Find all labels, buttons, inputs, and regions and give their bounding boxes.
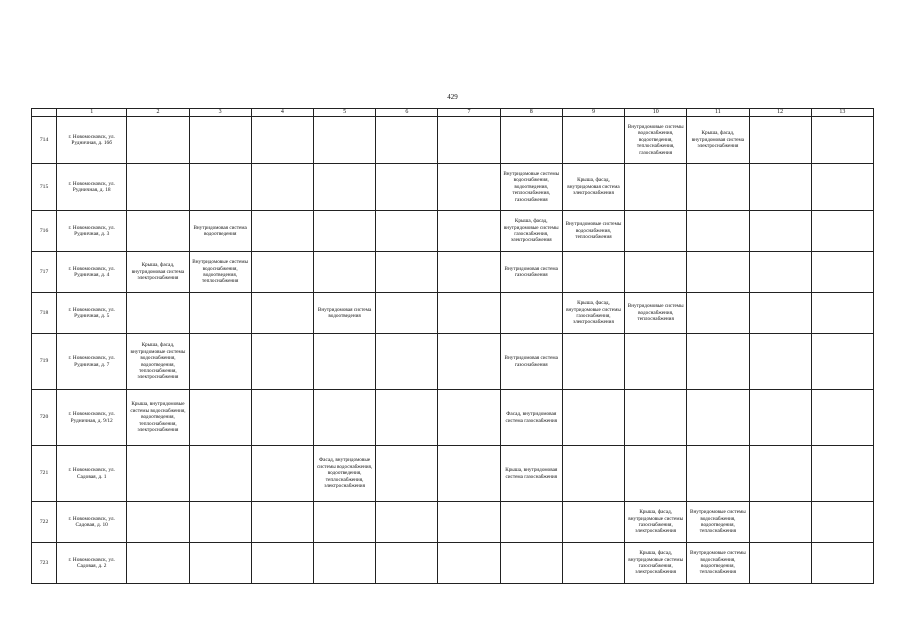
work-cell xyxy=(251,334,313,390)
work-cell xyxy=(127,164,189,211)
work-cell xyxy=(438,252,500,293)
work-cell xyxy=(189,334,251,390)
work-cell xyxy=(811,502,873,543)
page-number: 429 xyxy=(447,93,458,101)
header-cell: 5 xyxy=(313,109,375,117)
table-row xyxy=(32,334,874,390)
header-cell: 4 xyxy=(251,109,313,117)
header-cell: 9 xyxy=(562,109,624,117)
row-number: 720 xyxy=(32,390,57,446)
work-cell xyxy=(127,543,189,584)
row-number: 718 xyxy=(32,293,57,334)
work-cell xyxy=(687,446,749,502)
work-cell xyxy=(313,164,375,211)
work-cell xyxy=(313,390,375,446)
work-cell xyxy=(313,252,375,293)
row-number: 714 xyxy=(32,117,57,164)
work-cell xyxy=(313,211,375,252)
work-cell xyxy=(562,543,624,584)
work-cell xyxy=(749,502,811,543)
work-cell xyxy=(687,334,749,390)
work-cell xyxy=(562,252,624,293)
work-cell xyxy=(749,117,811,164)
work-cell xyxy=(438,446,500,502)
work-cell xyxy=(749,334,811,390)
work-cell xyxy=(127,211,189,252)
work-cell xyxy=(251,502,313,543)
work-cell: Внутридомовая система водоотведения xyxy=(189,211,251,252)
work-cell: Крыша, фасад, внутридомовые системы газоснабжения, электроснабжения xyxy=(562,293,624,334)
work-cell xyxy=(376,543,438,584)
work-cell xyxy=(438,502,500,543)
row-number: 715 xyxy=(32,164,57,211)
work-cell xyxy=(749,293,811,334)
work-cell: Внутридомовые системы водоснабжения, водоотведения, теплоснабжения xyxy=(189,252,251,293)
work-cell: Крыша, фасад, внутридомовая система электроснабжения xyxy=(562,164,624,211)
work-cell xyxy=(687,293,749,334)
work-cell xyxy=(438,293,500,334)
work-cell xyxy=(562,446,624,502)
work-cell xyxy=(376,252,438,293)
work-cell xyxy=(811,293,873,334)
work-cell xyxy=(625,252,687,293)
header-cell: 7 xyxy=(438,109,500,117)
table-row xyxy=(32,446,874,502)
work-cell: Крыша, фасад, внутридомовая система электроснабжения xyxy=(127,252,189,293)
work-cell xyxy=(749,390,811,446)
work-cell xyxy=(189,543,251,584)
work-cell: Внутридомовые системы водоснабжения, водоотведения, теплоснабжения xyxy=(687,543,749,584)
work-cell xyxy=(749,252,811,293)
work-cell xyxy=(438,543,500,584)
work-cell xyxy=(562,390,624,446)
work-cell: Фасад, внутридомовая система газоснабжения xyxy=(500,390,562,446)
work-cell xyxy=(811,543,873,584)
work-cell xyxy=(625,446,687,502)
work-cell xyxy=(500,293,562,334)
work-cell xyxy=(625,211,687,252)
row-number: 723 xyxy=(32,543,57,584)
work-cell: Внутридомовая система водоотведения xyxy=(313,293,375,334)
address-cell: г. Новомосковск, ул. Рудничная, д. 18 xyxy=(57,164,127,211)
work-cell: Внутридомовые системы водоснабжения, водоотведения, теплоснабжения, газоснабжения xyxy=(625,117,687,164)
address-cell: г. Новомосковск, ул. Садовая, д. 2 xyxy=(57,543,127,584)
work-cell xyxy=(189,446,251,502)
address-cell: г. Новомосковск, ул. Рудничная, д. 4 xyxy=(57,252,127,293)
work-cell xyxy=(251,211,313,252)
table-row xyxy=(32,252,874,293)
work-cell xyxy=(313,502,375,543)
work-cell xyxy=(251,446,313,502)
work-cell xyxy=(127,446,189,502)
work-cell xyxy=(376,211,438,252)
row-number: 717 xyxy=(32,252,57,293)
work-cell xyxy=(749,543,811,584)
work-cell xyxy=(438,334,500,390)
address-cell: г. Новомосковск, ул. Рудничная, д. 16б xyxy=(57,117,127,164)
work-cell xyxy=(376,390,438,446)
work-cell xyxy=(251,164,313,211)
work-cell xyxy=(376,334,438,390)
table-row xyxy=(32,502,874,543)
work-cell: Внутридомовая система газоснабжения xyxy=(500,334,562,390)
work-cell xyxy=(811,446,873,502)
work-cell: Внутридомовые системы водоснабжения, водоотведения, теплоснабжения xyxy=(687,502,749,543)
work-cell: Крыша, внутридомовые системы водоснабжения, водоотведения, теплоснабжения, электроснабжения xyxy=(127,390,189,446)
work-cell: Крыша, фасад, внутридомовые системы газоснабжения, электроснабжения xyxy=(625,502,687,543)
work-cell xyxy=(562,502,624,543)
work-cell xyxy=(127,117,189,164)
work-cell: Крыша, внутридомовая система газоснабжения xyxy=(500,446,562,502)
row-number: 722 xyxy=(32,502,57,543)
header-cell: 3 xyxy=(189,109,251,117)
address-cell: г. Новомосковск, ул. Рудничная, д. 7 xyxy=(57,334,127,390)
work-cell xyxy=(687,164,749,211)
work-cell xyxy=(313,334,375,390)
header-cell: 8 xyxy=(500,109,562,117)
address-cell: г. Новомосковск, ул. Садовая, д. 1 xyxy=(57,446,127,502)
table-header xyxy=(32,109,874,117)
header-cell: 1 xyxy=(57,109,127,117)
work-cell xyxy=(189,293,251,334)
work-cell xyxy=(127,293,189,334)
work-cell xyxy=(438,164,500,211)
work-cell xyxy=(500,543,562,584)
work-cell: Внутридомовые системы водоснабжения, теплоснабжения xyxy=(562,211,624,252)
table-row xyxy=(32,211,874,252)
work-cell xyxy=(625,164,687,211)
row-number: 716 xyxy=(32,211,57,252)
table-row xyxy=(32,293,874,334)
work-cell xyxy=(251,252,313,293)
work-cell xyxy=(749,446,811,502)
work-cell: Крыша, фасад, внутридомовые системы газоснабжения, электроснабжения xyxy=(625,543,687,584)
work-cell xyxy=(811,252,873,293)
address-cell: г. Новомосковск, ул. Рудничная, д. 5 xyxy=(57,293,127,334)
work-cell: Крыша, фасад, внутридомовые системы газоснабжения, электроснабжения xyxy=(500,211,562,252)
table-row xyxy=(32,117,874,164)
work-cell xyxy=(687,390,749,446)
work-cell xyxy=(562,117,624,164)
header-cell: 12 xyxy=(749,109,811,117)
work-cell xyxy=(811,390,873,446)
work-cell xyxy=(811,164,873,211)
header-cell: 6 xyxy=(376,109,438,117)
work-cell xyxy=(562,334,624,390)
work-cell: Внутридомовая система газоснабжения xyxy=(500,252,562,293)
work-cell xyxy=(376,502,438,543)
work-cell xyxy=(811,211,873,252)
row-number: 719 xyxy=(32,334,57,390)
work-cell xyxy=(687,252,749,293)
work-cell xyxy=(811,117,873,164)
work-cell xyxy=(376,446,438,502)
work-cell xyxy=(749,164,811,211)
work-cell xyxy=(313,543,375,584)
work-cell xyxy=(438,211,500,252)
work-cell xyxy=(251,117,313,164)
work-cell xyxy=(127,502,189,543)
work-cell xyxy=(251,390,313,446)
header-cell: 2 xyxy=(127,109,189,117)
work-cell: Крыша, фасад, внутридомовая система электроснабжения xyxy=(687,117,749,164)
work-cell xyxy=(438,390,500,446)
header-cell: 11 xyxy=(687,109,749,117)
address-cell: г. Новомосковск, ул. Садовая, д. 10 xyxy=(57,502,127,543)
work-cell xyxy=(500,117,562,164)
header-cell: 13 xyxy=(811,109,873,117)
work-cell xyxy=(438,117,500,164)
work-cell xyxy=(687,211,749,252)
work-cell: Внутридомовые системы водоснабжения, теплоснабжения xyxy=(625,293,687,334)
work-cell xyxy=(313,117,375,164)
work-cell xyxy=(376,164,438,211)
work-cell xyxy=(189,502,251,543)
header-cell: 10 xyxy=(625,109,687,117)
address-cell: г. Новомосковск, ул. Рудничная, д. 9/12 xyxy=(57,390,127,446)
work-cell xyxy=(189,117,251,164)
address-cell: г. Новомосковск, ул. Рудничная, д. 3 xyxy=(57,211,127,252)
table-body xyxy=(32,117,874,584)
work-cell xyxy=(189,390,251,446)
work-cell xyxy=(500,502,562,543)
table-row xyxy=(32,390,874,446)
work-cell xyxy=(749,211,811,252)
work-cell: Крыша, фасад, внутридомовые системы водоснабжения, водоотведения, теплоснабжения, электроснабжения xyxy=(127,334,189,390)
row-number: 721 xyxy=(32,446,57,502)
work-cell xyxy=(376,117,438,164)
work-cell xyxy=(811,334,873,390)
work-cell: Внутридомовые системы водоснабжения, водоотведения, теплоснабжения, газоснабжения xyxy=(500,164,562,211)
header-cell-blank xyxy=(32,109,57,117)
table-row xyxy=(32,543,874,584)
work-cell xyxy=(625,334,687,390)
work-cell: Фасад, внутридомовые системы водоснабжения, водоотведения, теплоснабжения, электроснабжения xyxy=(313,446,375,502)
work-cell xyxy=(376,293,438,334)
work-cell xyxy=(251,293,313,334)
work-cell xyxy=(251,543,313,584)
work-cell xyxy=(189,164,251,211)
table-row xyxy=(32,164,874,211)
work-cell xyxy=(625,390,687,446)
repair-schedule-table xyxy=(31,108,874,584)
